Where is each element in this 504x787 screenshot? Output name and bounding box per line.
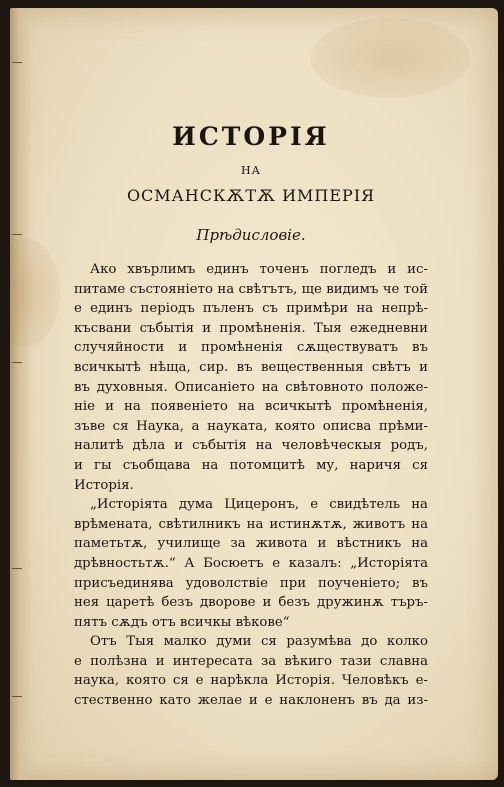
binding-stitch — [12, 696, 22, 697]
text-line: е единъ періодъ пъленъ съ примѣри на непрѣ- — [74, 301, 428, 317]
page-spine — [10, 8, 32, 780]
text-line: Отъ Тыя малко думи ся разумѣва до колко — [90, 634, 428, 650]
text-line: ніе и на появеніето на всичкытѣ промѣненія, — [74, 399, 428, 415]
binding-stitch — [12, 568, 22, 569]
age-stain — [310, 18, 470, 98]
preface-text — [74, 260, 428, 711]
binding-stitch — [12, 362, 22, 363]
age-stain — [10, 238, 60, 348]
text-line: присъединява удоволствіе при поученіето; въ — [74, 575, 428, 591]
text-line: въ духовныя. Описаніето на свѣтовното положе- — [74, 379, 428, 395]
text-line: питаме състояніето на свѣтътъ, ще видимъ че той — [74, 281, 428, 297]
text-line: и гы съобщава на потомцитѣ му, наричя ся — [74, 457, 428, 473]
title-connector: НА — [241, 164, 261, 177]
text-line: всичкытѣ нѣща, сир. въ вещественныя свѣтъ и — [74, 359, 428, 375]
page-content — [74, 122, 428, 711]
binding-stitch — [12, 234, 22, 235]
text-line: Ако хвърлимъ единъ точенъ погледъ и ис- — [90, 262, 428, 277]
text-line: късвани събытія и промѣненія. Тыя ежедневни — [74, 320, 428, 336]
text-line: пятъ сѫдъ отъ всичкы вѣкове“ — [74, 614, 290, 630]
text-line: е полѣзна и интересата за вѣкиго тази славна — [74, 653, 428, 669]
text-line: налитѣ дѣла и събытія на человѣческыя родъ, — [74, 438, 428, 454]
text-line: Исторія. — [74, 477, 134, 493]
text-line: наука, която ся е нарѣкла Исторія. Человѣкъ е- — [74, 673, 428, 689]
text-line: нея царетѣ безъ дворове и безъ дружинѫ търъ- — [74, 595, 428, 611]
preface-heading: Прѣдисловіе. — [196, 226, 306, 244]
book-subtitle: ОСМАНСКѪТѪ ИМПЕРІЯ — [126, 186, 376, 205]
book-title: ИСТОРІЯ — [172, 122, 330, 151]
book-page — [10, 8, 498, 780]
text-line: случяйности и промѣненія сѫществуватъ въ — [74, 340, 428, 356]
text-line: стественно като желае и е наклоненъ въ да из- — [74, 693, 428, 709]
text-line: „Исторіята дума Цицеронъ, е свидѣтель на — [90, 497, 428, 513]
text-line: дрѣвностьтѫ.“ А Босюетъ е казалъ: „Исторіята — [74, 555, 428, 571]
text-line: зъве ся Наука, а науката, която описва прѣми- — [74, 418, 428, 434]
binding-stitch — [12, 62, 22, 63]
text-line: паметьтѫ, училище за живота и вѣстникъ на — [74, 536, 428, 552]
text-line: врѣмената, свѣтилникъ на истинѫтѫ, животъ на — [74, 516, 428, 532]
